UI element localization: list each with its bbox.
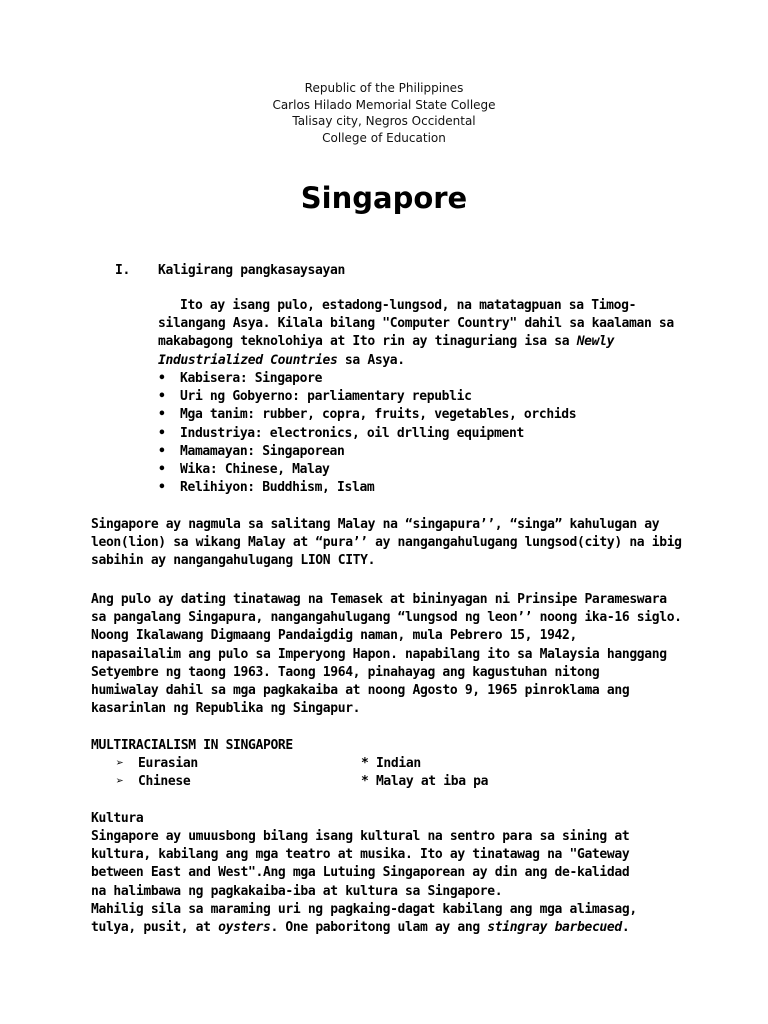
multiracialism-heading: MULTIRACIALISM IN SINGAPORE bbox=[91, 738, 293, 753]
paragraph-line: kasarinlan ng Republika ng Singapur. bbox=[91, 701, 361, 717]
paragraph-line: sabihin ay nangangahulugang LION CITY. bbox=[91, 553, 376, 569]
paragraph-line: between East and West".Ang mga Lutuing Singaporean ay din ang de-kalidad bbox=[91, 865, 630, 881]
document-header bbox=[0, 80, 768, 146]
kultura-heading: Kultura bbox=[91, 811, 144, 826]
paragraph-line: leon(lion) sa wikang Malay at “pura’’ ay nangangahulugang lungsod(city) na ibig bbox=[91, 535, 682, 551]
intro-line bbox=[158, 352, 674, 370]
list-item: * Indian bbox=[361, 756, 421, 771]
section-heading: Kaligirang pangkasaysayan bbox=[158, 263, 345, 278]
header-college: Carlos Hilado Memorial State College bbox=[272, 97, 496, 112]
kultura-paragraph bbox=[91, 828, 637, 937]
arrow-bullet-icon: ➢ bbox=[116, 756, 124, 771]
list-item: • Uri ng Gobyerno: parliamentary republic bbox=[158, 388, 576, 406]
paragraph-line: humiwalay dahil sa mga pagkakaiba at noong Agosto 9, 1965 pinroklama ang bbox=[91, 682, 630, 698]
list-item: ➢ Chinese bbox=[116, 773, 190, 791]
list-item: • Mamamayan: Singaporean bbox=[158, 443, 576, 461]
facts-list bbox=[158, 370, 576, 497]
list-item: • Industriya: electronics, oil drlling equipment bbox=[158, 425, 576, 443]
intro-italic: Industrialized Countries bbox=[158, 352, 338, 368]
paragraph-line: Noong Ikalawang Digmaang Pandaigdig naman, mula Pebrero 15, 1942, bbox=[91, 628, 577, 644]
paragraph-line: Singapore ay nagmula sa salitang Malay na “singapura’’, “singa” kahulugan ay bbox=[91, 517, 660, 532]
intro-line bbox=[158, 333, 674, 351]
list-item: • Wika: Chinese, Malay bbox=[158, 461, 576, 479]
paragraph-line: tulya, pusit, at oysters. One paboritong ulam ay ang stingray barbecued. bbox=[91, 919, 630, 935]
list-item: * Malay at iba pa bbox=[361, 774, 489, 789]
intro-line: silangang Asya. Kilala bilang "Computer Country" dahil sa kaalaman sa bbox=[158, 316, 674, 332]
header-location: Talisay city, Negros Occidental bbox=[292, 114, 476, 128]
list-item: • Kabisera: Singapore bbox=[158, 370, 576, 388]
header-department: College of Education bbox=[322, 130, 446, 145]
list-item: • Relihiyon: Buddhism, Islam bbox=[158, 479, 576, 497]
intro-text: makabagong teknolohiya at Ito rin ay tinaguriang isa sa bbox=[158, 334, 577, 350]
paragraph-line: na halimbawa ng pagkakaiba-iba at kultura sa Singapore. bbox=[91, 883, 503, 899]
intro-text: sa Asya. bbox=[337, 352, 405, 368]
paragraph-line: kultura, kabilang ang mga teatro at musika. Ito ay tinatawag na "Gateway bbox=[91, 847, 630, 863]
paragraph-line: napasailalim ang pulo sa Imperyong Hapon. napabilang ito sa Malaysia hanggang bbox=[91, 646, 667, 662]
history-paragraph bbox=[91, 591, 682, 718]
paragraph-line: Mahilig sila sa maraming uri ng pagkaing-dagat kabilang ang mga alimasag, bbox=[91, 901, 637, 917]
section-numeral: I. bbox=[115, 263, 130, 278]
intro-italic: Newly bbox=[576, 334, 615, 350]
intro-line: Ito ay isang pulo, estadong-lungsod, na matatagpuan sa Timog- bbox=[180, 298, 637, 313]
page-title: Singapore bbox=[300, 181, 468, 215]
intro-paragraph bbox=[158, 297, 674, 370]
header-republic: Republic of the Philippines bbox=[304, 81, 464, 95]
list-item: • Mga tanim: rubber, copra, fruits, vegetables, orchids bbox=[158, 406, 576, 424]
list-item: ➢ Eurasian bbox=[116, 755, 198, 773]
paragraph-line: Singapore ay umuusbong bilang isang kultural na sentro para sa sining at bbox=[91, 829, 630, 844]
origin-paragraph bbox=[91, 516, 682, 571]
paragraph-line: Setyembre ng taong 1963. Taong 1964, pinahayag ang kagustuhan nitong bbox=[91, 664, 600, 680]
paragraph-line: Ang pulo ay dating tinatawag na Temasek at bininyagan ni Prinsipe Parameswara bbox=[91, 592, 667, 607]
paragraph-line: sa pangalang Singapura, nangangahulugang “lungsod ng leon’’ noong ika-16 siglo. bbox=[91, 610, 682, 626]
arrow-bullet-icon: ➢ bbox=[116, 774, 124, 789]
